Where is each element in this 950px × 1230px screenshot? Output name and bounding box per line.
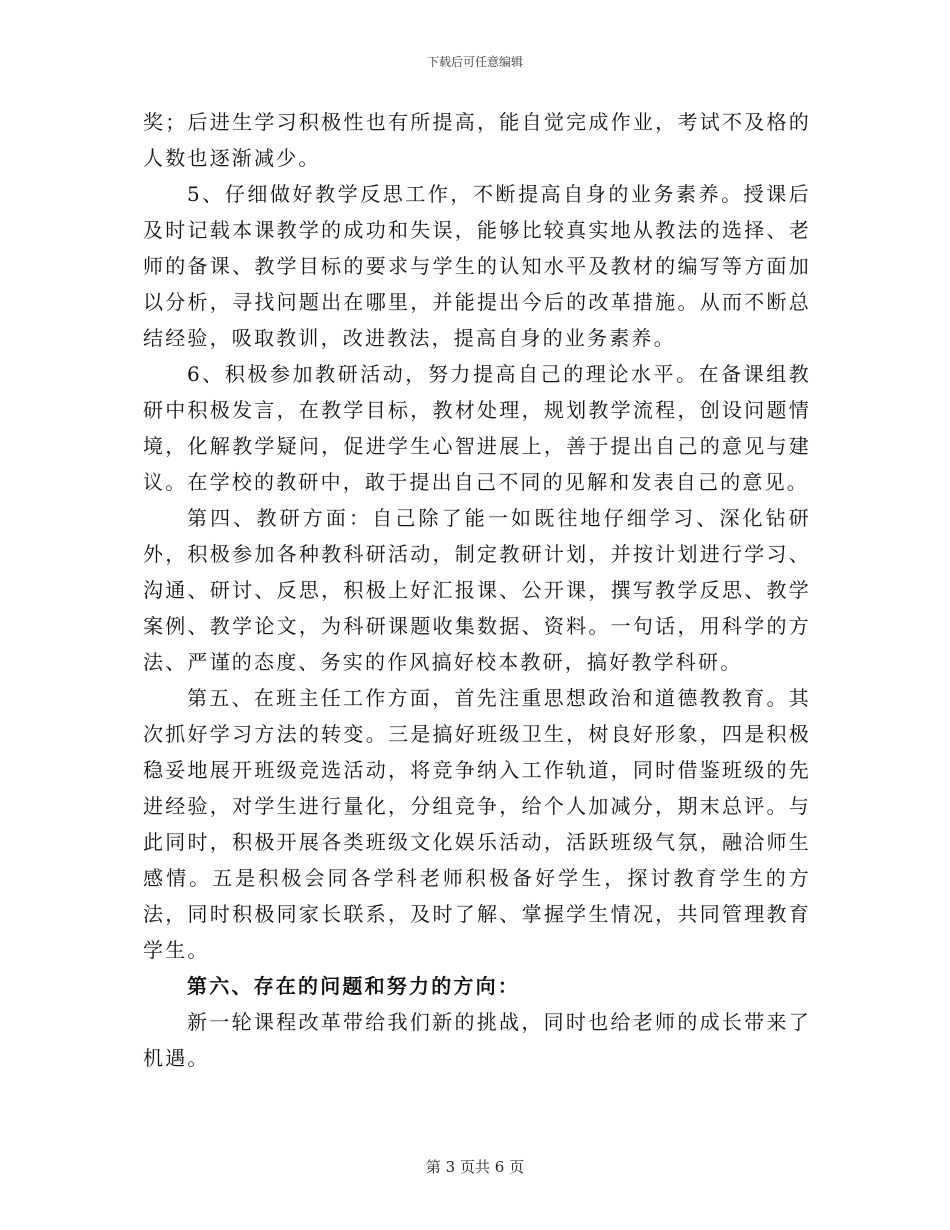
paragraph-section-6: 新一轮课程改革带给我们新的挑战，同时也给老师的成长带来了机遇。 <box>143 1010 811 1070</box>
page-footer: 第 3 页共 6 页 <box>425 1158 525 1176</box>
section-6-heading: 第六、存在的问题和努力的方向： <box>187 974 520 998</box>
page-header: 下载后可任意编辑 <box>426 55 523 69</box>
paragraph-section-4: 第四、教研方面：自己除了能一如既往地仔细学习、深化钻研外，积极参加各种教科研活动，制定教研计划，并按计划进行学习、沟通、研讨、反思，积极上好汇报课、公开课，撰写教学反思、教学案例、教学论文，为科研课题收集数据、资料。一句话，用科学的方法、严谨的态度、务实的作风搞好校本教研，搞好教学科研。 <box>143 506 811 674</box>
paragraph-item-5: 5、仔细做好教学反思工作，不断提高自身的业务素养。授课后及时记载本课教学的成功和失误，能够比较真实地从教法的选择、老师的备课、教学目标的要求与学生的认知水平及教材的编写等方面加以分析，寻找问题出在哪里，并能提出今后的改革措施。从而不断总结经验，吸取教训，改进教法，提高自身的业务素养。 <box>143 182 811 350</box>
document-body <box>143 104 811 1076</box>
paragraph-item-6: 6、积极参加教研活动，努力提高自己的理论水平。在备课组教研中积极发言，在教学目标，教材处理，规划教学流程，创设问题情境，化解教学疑问，促进学生心智进展上，善于提出自己的意见与建议。在学校的教研中，敢于提出自己不同的见解和发表自己的意见。 <box>143 362 811 494</box>
paragraph-continuation: 奖；后进生学习积极性也有所提高，能自觉完成作业，考试不及格的人数也逐渐减少。 <box>143 110 811 170</box>
paragraph-section-5: 第五、在班主任工作方面，首先注重思想政治和道德教教育。其次抓好学习方法的转变。三是搞好班级卫生，树良好形象，四是积极稳妥地展开班级竞选活动，将竞争纳入工作轨道，同时借鉴班级的先进经验，对学生进行量化，分组竞争，给个人加减分，期末总评。与此同时，积极开展各类班级文化娱乐活动，活跃班级气氛，融洽师生感情。五是积极会同各学科老师积极备好学生，探讨教育学生的方法，同时积极同家长联系，及时了解、掌握学生情况，共同管理教育学生。 <box>143 686 811 962</box>
